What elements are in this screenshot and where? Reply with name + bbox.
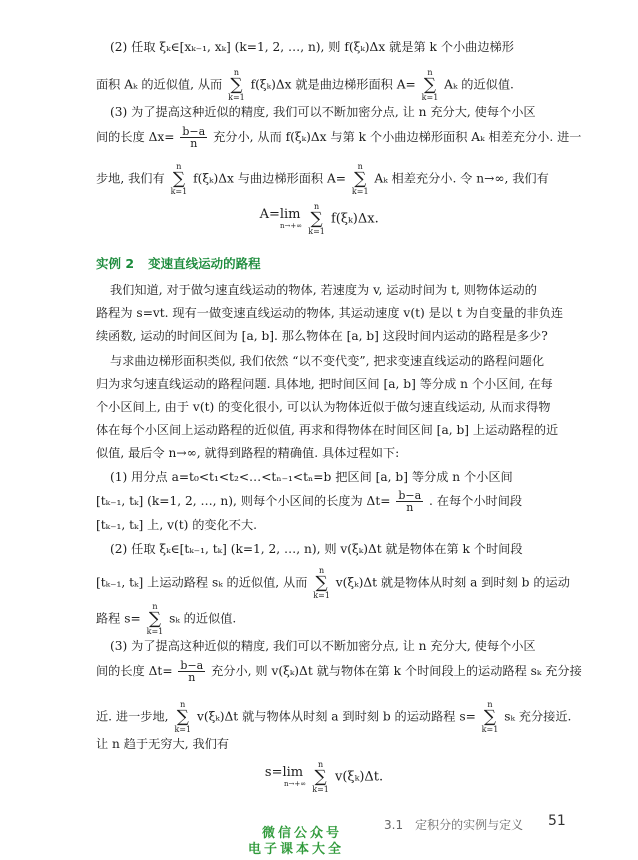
text-line	[96, 700, 571, 734]
sigma-symbol: ∑	[354, 169, 367, 189]
summation	[228, 68, 245, 102]
sum-upper: n	[313, 202, 320, 211]
sum-lower: k=1	[421, 93, 439, 102]
sum-lower: k=1	[174, 725, 192, 734]
summation	[174, 700, 191, 734]
sigma-symbol: ∑	[172, 169, 185, 189]
limit-subscript: n→+∞	[284, 780, 307, 788]
text-line: 路程为 s=vt. 现有一做变速直线运动的物体, 其运动速度 v(t) 是以 t 为自变量的非负连	[96, 306, 564, 320]
example-title: 变速直线运动的路程	[148, 256, 261, 271]
fraction-denominator: n	[190, 137, 198, 150]
sum-lower: k=1	[308, 227, 325, 236]
text-line: (2) 任取 ξₖ∈[xₖ₋₁, xₖ] (k=1, 2, …, n), 则 f(ξₖ)Δx 就是第 k 个小曲边梯形	[110, 40, 514, 54]
sum-upper: n	[319, 566, 325, 575]
sum-upper: n	[180, 700, 186, 709]
sigma-symbol: ∑	[314, 767, 327, 787]
text-line	[96, 68, 514, 102]
sum-lower: k=1	[170, 187, 188, 196]
sum-upper: n	[152, 602, 158, 611]
text-span: . 在每个小时间段	[429, 494, 523, 508]
sum-upper: n	[357, 162, 363, 171]
sum-lower: k=1	[481, 725, 499, 734]
text-line: (3) 为了提高这种近似的精度, 我们可以不断加密分点, 让 n 充分大, 使每个小区	[110, 639, 536, 653]
text-line: (2) 任取 ξₖ∈[tₖ₋₁, tₖ] (k=1, 2, …, n), 则 v(ξₖ)Δt 就是物体在第 k 个时间段	[110, 542, 523, 556]
summation	[308, 202, 325, 236]
text-line	[96, 660, 582, 683]
sum-upper: n	[317, 760, 324, 769]
limit-subscript: n→+∞	[280, 222, 303, 230]
example-label: 实例 2	[96, 256, 135, 271]
text-span: sₖ 充分接近.	[504, 709, 572, 724]
text-line: 我们知道, 对于做匀速直线运动的物体, 若速度为 v, 运动时间为 t, 则物体运动的	[110, 283, 537, 297]
summation	[352, 162, 369, 196]
text-line: (3) 为了提高这种近似的精度, 我们可以不断加密分点, 让 n 充分大, 使每个小区	[110, 105, 536, 119]
watermark-line-1: 微信公众号	[262, 826, 343, 841]
summation	[313, 566, 330, 600]
text-span: sₖ 的近似值.	[169, 611, 237, 626]
text-span: [tₖ₋₁, tₖ] 上运动路程 sₖ 的近似值, 从而	[96, 575, 308, 590]
text-line: 似值, 最后令 n→∞, 就得到路程的精确值. 具体过程如下:	[96, 446, 400, 460]
section-footer: 3.1 定积分的实例与定义	[384, 818, 524, 832]
text-span: Aₖ 相差充分小. 令 n→∞, 我们有	[374, 171, 549, 186]
summation	[482, 700, 499, 734]
example-heading	[96, 254, 275, 272]
summation	[147, 602, 164, 636]
fraction	[396, 490, 423, 513]
text-span: 步地, 我们有	[96, 171, 165, 186]
text-span: 间的长度 Δt=	[96, 664, 173, 678]
formula-body: f(ξₖ)Δx.	[331, 211, 379, 227]
sum-lower: k=1	[228, 93, 245, 102]
page-number: 51	[548, 813, 566, 829]
text-line: 让 n 趋于无穷大, 我们有	[96, 737, 230, 751]
sum-upper: n	[487, 700, 493, 709]
sigma-symbol: ∑	[310, 209, 323, 229]
text-span: 充分小, 则 v(ξₖ)Δt 就与物体在第 k 个时间段上的运动路程 sₖ 充分接	[211, 664, 582, 678]
sum-upper: n	[233, 68, 240, 77]
sum-upper: n	[176, 162, 182, 171]
formula-area-limit	[258, 202, 379, 236]
fraction-denominator: n	[188, 671, 196, 684]
summation	[422, 68, 439, 102]
text-line: 续函数, 运动的时间区间为 [a, b]. 那么物体在 [a, b] 这段时间内运动的路程是多少?	[96, 329, 548, 343]
text-line: [tₖ₋₁, tₖ] 上, v(t) 的变化不大.	[96, 518, 258, 532]
text-line: (1) 用分点 a=t₀<t₁<t₂<…<tₙ₋₁<tₙ=b 把区间 [a, b] 等分成 n 个小区间	[110, 470, 513, 484]
sigma-symbol: ∑	[483, 707, 497, 727]
sigma-symbol: ∑	[148, 609, 161, 629]
limit-label: s=lim	[264, 765, 304, 780]
text-span: 充分小, 从而 f(ξₖ)Δx 与第 k 个小曲边梯形面积 Aₖ 相差充分小. 进一	[213, 130, 582, 144]
formula-distance-limit	[262, 760, 383, 794]
limit-label: A=lim	[259, 207, 301, 222]
watermark-line-2: 电子课本大全	[248, 842, 345, 857]
sigma-symbol: ∑	[423, 75, 437, 95]
limit-operator	[262, 766, 306, 788]
sum-lower: k=1	[313, 591, 330, 600]
fraction	[178, 660, 205, 683]
fraction-numerator: b−a	[180, 659, 204, 672]
text-line	[96, 162, 549, 196]
sum-lower: k=1	[146, 627, 164, 636]
sum-lower: k=1	[312, 785, 329, 794]
sum-upper: n	[427, 68, 433, 77]
fraction-numerator: b−a	[182, 125, 206, 138]
fraction-denominator: n	[406, 501, 414, 514]
limit-operator	[258, 208, 302, 230]
sigma-symbol: ∑	[176, 707, 189, 727]
text-span: 近. 进一步地,	[96, 709, 169, 724]
sigma-symbol: ∑	[315, 573, 328, 593]
text-span: f(ξₖ)Δx 与曲边梯形面积 A=	[193, 171, 347, 186]
text-span: v(ξₖ)Δt 就与物体从时刻 a 到时刻 b 的运动路程 s=	[196, 709, 476, 724]
text-span: Aₖ 的近似值.	[444, 77, 514, 92]
fraction	[180, 126, 207, 149]
text-line	[96, 566, 570, 600]
text-line: 个小区间上, 由于 v(t) 的变化很小, 可以认为物体近似于做匀速直线运动, 从而求得物	[96, 400, 551, 414]
text-line	[96, 126, 581, 149]
text-span: 面积 Aₖ 的近似值, 从而	[96, 77, 223, 92]
text-line	[96, 490, 522, 513]
fraction-numerator: b−a	[398, 489, 422, 502]
text-line: 归为求匀速直线运动的路程问题. 具体地, 把时间区间 [a, b] 等分成 n 个小区间, 在每	[96, 377, 553, 391]
text-span: 间的长度 Δx=	[96, 130, 175, 144]
text-line	[96, 602, 236, 636]
sum-lower: k=1	[351, 187, 369, 196]
summation	[171, 162, 188, 196]
text-line: 体在每个小区间上运动路程的近似值, 再求和得物体在时间区间 [a, b] 上运动路程的近	[96, 423, 559, 437]
text-span: f(ξₖ)Δx 就是曲边梯形面积 A=	[250, 77, 416, 92]
text-span: v(ξₖ)Δt 就是物体从时刻 a 到时刻 b 的运动	[335, 575, 570, 590]
text-line: 与求曲边梯形面积类似, 我们依然 “以不变代变”, 把求变速直线运动的路程问题化	[110, 354, 545, 368]
formula-body: v(ξₖ)Δt.	[335, 769, 384, 785]
text-span: [tₖ₋₁, tₖ] (k=1, 2, …, n), 则每个小区间的长度为 Δt=	[96, 494, 391, 508]
summation	[312, 760, 329, 794]
sigma-symbol: ∑	[230, 75, 243, 95]
text-span: 路程 s=	[96, 611, 141, 626]
